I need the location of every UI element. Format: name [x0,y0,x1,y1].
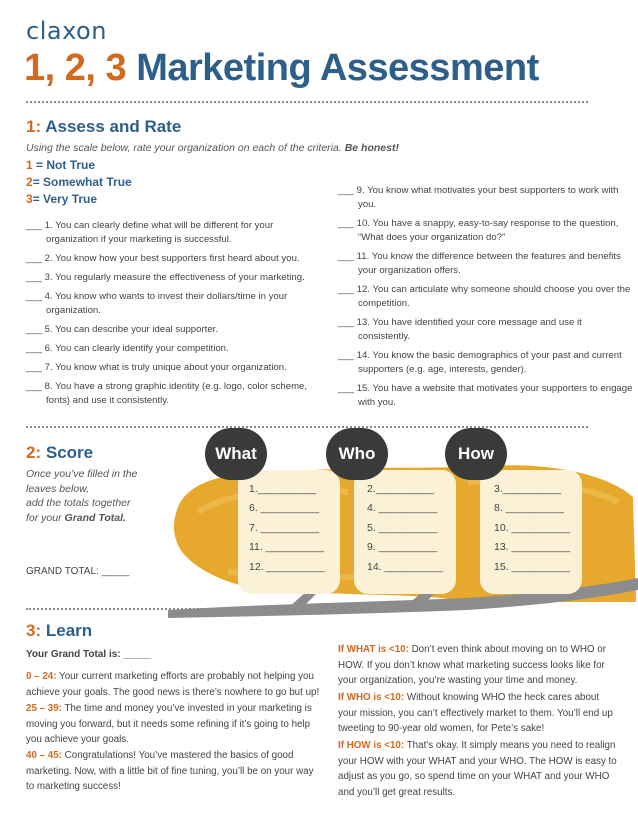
section-3-title: Learn [45,621,93,640]
criteria-item: ___ 12. You can articulate why someone should choose you over the competition. [338,284,631,310]
what-advice: If WHAT is <10: Don’t even think about moving on to WHO or HOW. If you don’t know what marketing success looks like for your organization, you’re wasting your time and money. [338,644,606,687]
scale-item: 2= Somewhat True [26,175,132,189]
who-advice: If WHO is <10: Without knowing WHO the heck cares about your mission, you can’t effectively market to them. You’ll end up tweeting to 90-year old women, for Pete’s sake! [338,692,613,735]
criteria-item: ___ 11. You know the difference between the features and benefits your organization offers. [338,251,621,277]
divider-1 [26,101,588,103]
claxon-logo: claxon [26,17,107,45]
how-advice: If HOW is <10: That’s okay. It simply means you need to realign your HOW with your WHAT and your WHO. The HOW is easy to adjust as you go, so spend time on your WHAT and your WHO and you’ll get great results. [338,740,617,798]
criteria-item: ___ 7. You know what is truly unique about your organization. [26,362,287,373]
title-numbers: 1, 2, 3 [24,47,127,89]
criteria-item: ___ 15. You have a website that motivates your supporters to engage with you. [338,383,633,409]
section-1-heading [26,117,181,137]
range-25-39: 25 – 39: The time and money you’ve invested in your marketing is moving you forward, but it needs some refining if it’s going to help you achieve your goals. [26,703,312,746]
range-40-45: 40 – 45: Congratulations! You’ve mastered the basics of good marketing. Now, with a little bit of fine tuning, you’ll be on your way to marketing success! [26,750,314,793]
criteria-item: ___ 10. You have a snappy, easy-to-say response to the question, “What does your organization do?” [338,218,619,244]
grand-total-field[interactable]: GRAND TOTAL: _____ [26,566,130,577]
scale-item: 3= Very True [26,192,98,206]
criteria-item: ___ 8. You have a strong graphic identity (e.g. logo, color scheme, fonts) and use it consistently. [26,381,308,407]
section-2-number: 2: [26,443,42,462]
divider-3 [26,608,266,610]
divider-2 [26,426,588,428]
section-1-number: 1: [26,117,42,136]
criteria-item: ___ 3. You regularly measure the effectiveness of your marketing. [26,272,305,283]
your-grand-total[interactable]: Your Grand Total is: _____ [26,649,152,660]
criteria-item: ___ 2. You know how your best supporters first heard about you. [26,253,300,264]
range-0-24: 0 – 24: Your current marketing efforts are probably not helping you achieve your goals. The good news is there’s nowhere to go but up! [26,671,320,698]
section-2-title: Score [45,443,94,462]
who-score-lines[interactable]: 2.__________ 4. __________ 5. __________ 9. __________ 14. __________ [367,483,443,573]
criteria-item: ___ 6. You can clearly identify your competition. [26,343,229,354]
intro-emphasis: Be honest! [344,142,399,154]
criteria-item: ___ 14. You know the basic demographics of your past and current supporters (e.g. age, interests, gender). [338,350,622,376]
what-label: What [205,428,267,480]
page-title [24,47,539,90]
section-2-heading [26,443,93,463]
intro-text: Using the scale below, rate your organization on each of the criteria. [26,142,342,154]
criteria-item: ___ 4. You know who wants to invest their dollars/time in your organization. [26,291,288,317]
how-label: How [445,428,507,480]
criteria-item: ___ 9. You know what motivates your best supporters to work with you. [338,185,619,211]
section-1-title: Assess and Rate [45,117,182,136]
criteria-item: ___ 1. You can clearly define what will be different for your organization if your marketing is successful. [26,220,274,246]
criteria-item: ___ 5. You can describe your ideal supporter. [26,324,219,335]
who-label: Who [326,428,388,480]
score-instructions: Once you’ve filled in the leaves below, add the totals together for your Grand Total. [26,468,138,524]
how-score-lines[interactable]: 3.__________ 8. __________ 10. __________ 13. __________ 15. __________ [494,483,570,573]
section-1-intro [26,142,399,154]
what-score-lines[interactable]: 1.__________ 6. __________ 7. __________ 11. __________ 12. __________ [249,483,325,573]
section-3-heading [26,621,92,641]
criteria-item: ___ 13. You have identified your core message and use it consistently. [338,317,582,343]
scale-item: 1 = Not True [26,158,96,172]
section-3-number: 3: [26,621,42,640]
title-text: Marketing Assessment [136,47,539,89]
